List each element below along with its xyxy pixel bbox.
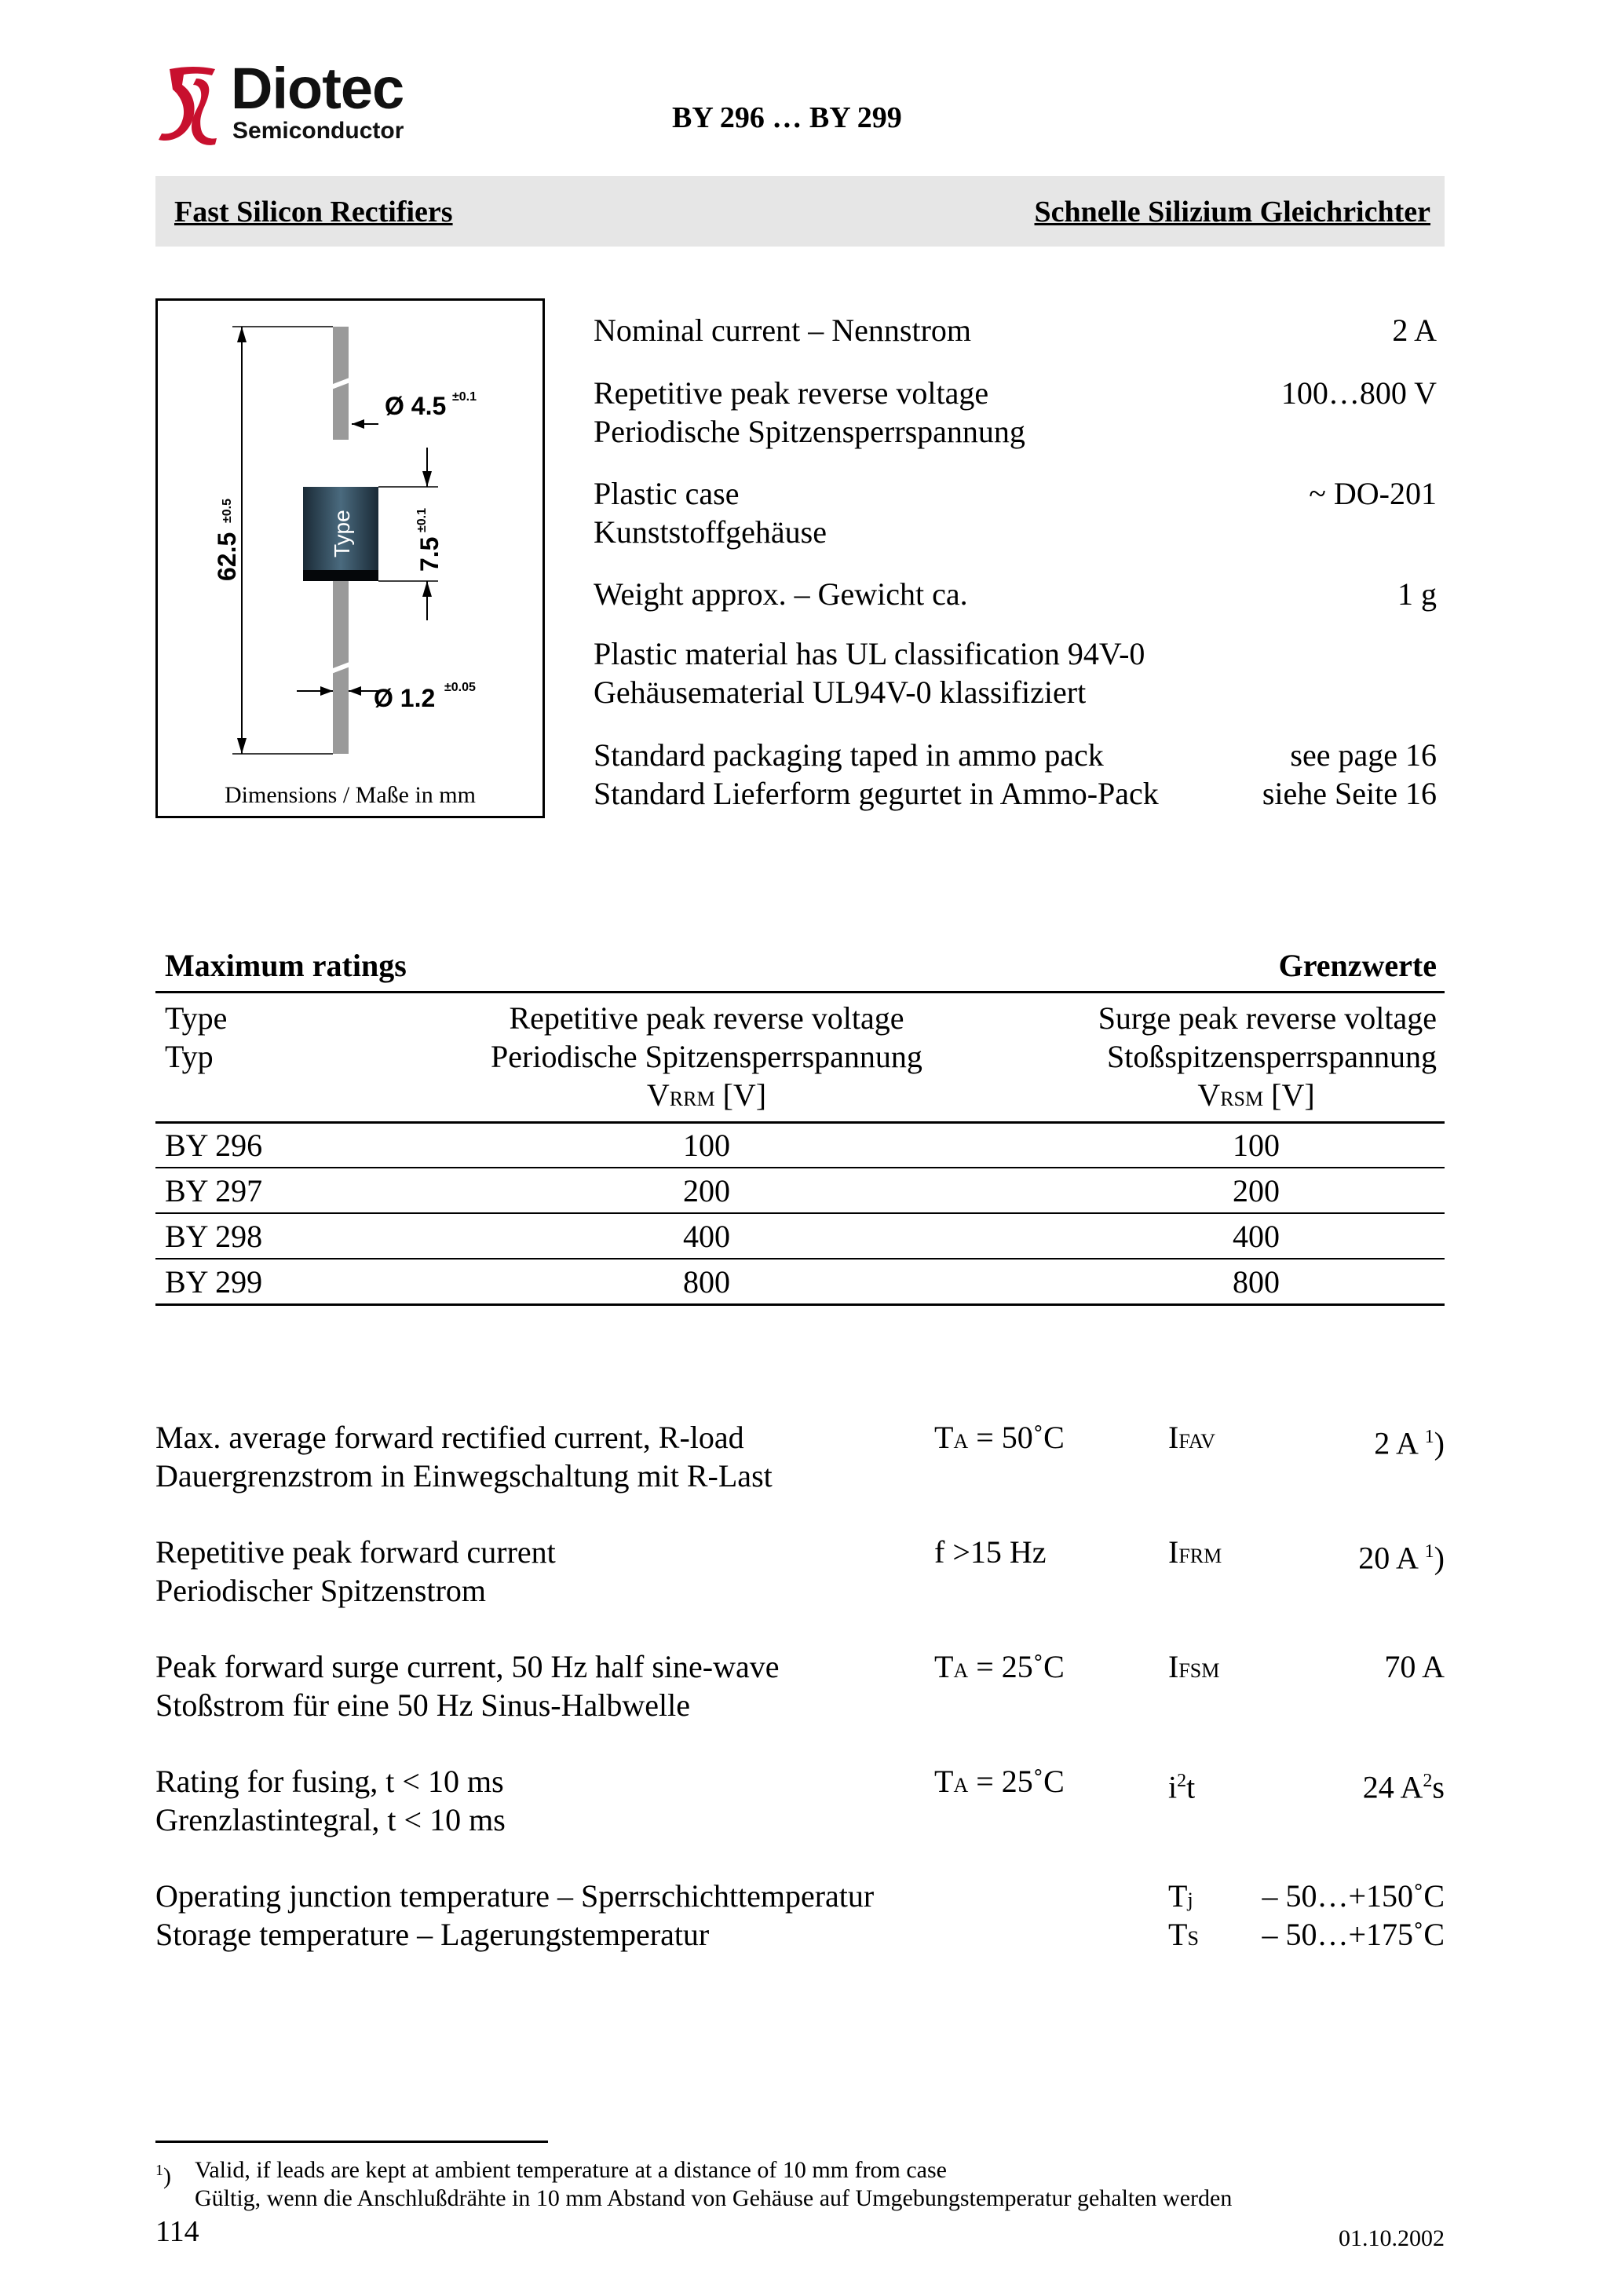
table-row-type: BY 297 [165,1173,263,1208]
temp-operating-symbol: Tj [1168,1878,1193,1914]
spec-1-label: Nominal current – Nennstrom [594,313,971,348]
param-3-label-de: Stoßstrom für eine 50 Hz Sinus-Halbwelle [155,1687,690,1723]
param-3-value: 70 A [1384,1649,1445,1684]
param-2-label-de: Periodischer Spitzenstrom [155,1573,487,1608]
dim-total-length: 62.5 [213,532,241,581]
param-4-label-de: Grenzlastintegral, t < 10 ms [155,1802,506,1837]
col-vrrm-header-de: Periodische Spitzensperrspannung [491,1039,922,1074]
diode-drawing [155,298,545,785]
temp-operating-label: Operating junction temperature – Sperrschichttemperatur [155,1878,875,1914]
table-row-rule [155,1212,1445,1214]
max-ratings-title: Maximum ratings [165,948,407,983]
table-row-vrrm: 800 [683,1264,730,1300]
table-row-vrsm: 800 [1233,1264,1280,1300]
spec-6-value-de: siehe Seite 16 [1262,776,1437,811]
table-rule-header [155,1121,1445,1124]
table-row-rule [155,1167,1445,1168]
dim-lead-diameter: Ø 1.2 [374,684,436,712]
spec-4-value: 1 g [1397,576,1437,612]
spec-5-label-de: Gehäusematerial UL94V-0 klassifiziert [594,675,1087,710]
spec-6-value: see page 16 [1290,737,1437,773]
dim-case-length-tol: ±0.1 [415,507,429,532]
param-1-condition: TA = 50˚C [934,1420,1065,1455]
max-ratings-title-de: Grenzwerte [1278,948,1437,983]
col-type-header-de: Typ [165,1039,214,1074]
spec-6-label: Standard packaging taped in ammo pack [594,737,1104,773]
spec-3-label: Plastic case [594,476,740,511]
table-row-type: BY 299 [165,1264,263,1300]
dim-total-length-tol: ±0.5 [221,498,234,523]
table-row-vrrm: 100 [683,1128,730,1163]
table-row-rule [155,1258,1445,1260]
param-2-label: Repetitive peak forward current [155,1534,556,1570]
col-vrsm-header-de: Stoßspitzensperrspannung [1107,1039,1437,1074]
dim-case-diameter-tol: ±0.1 [452,390,477,404]
param-4-label: Rating for fusing, t < 10 ms [155,1764,504,1799]
param-1-label: Max. average forward rectified current, R-load [155,1420,744,1455]
param-2-symbol: IFRM [1168,1534,1222,1570]
dim-case-length: 7.5 [415,536,444,572]
footnote-mark: $^1$) [155,2162,171,2189]
spec-3-label-de: Kunststoffgehäuse [594,514,827,550]
param-3-symbol: IFSM [1168,1649,1220,1684]
revision-date: 01.10.2002 [1339,2225,1445,2251]
spec-2-value: 100…800 V [1280,375,1437,411]
body-type-label: Type [330,510,354,558]
footnote-rule [155,2141,548,2143]
table-row-vrsm: 200 [1233,1173,1280,1208]
temp-storage-symbol: TS [1168,1917,1199,1952]
param-1-label-de: Dauergrenzstrom in Einwegschaltung mit R-Last [155,1458,773,1493]
param-4-symbol: $i^2t$ [1168,1769,1196,1805]
param-2-condition: f >15 Hz [934,1534,1047,1570]
table-rule-bottom [155,1303,1445,1306]
param-4-value: 24 $A^2s$ [1362,1769,1445,1805]
title-german: Schnelle Silizium Gleichrichter [1034,196,1430,229]
diotec-logo [154,56,452,148]
param-2-value: 20 A $^1$) [1358,1540,1445,1576]
dim-lead-diameter-tol: ±0.05 [444,681,476,694]
param-1-symbol: IFAV [1168,1420,1216,1455]
footnote-line-1: Valid, if leads are kept at ambient temperature at a distance of 10 mm from case [195,2157,947,2183]
table-row-type: BY 296 [165,1128,263,1163]
col-vrrm-symbol: VRRM [V] [646,1077,767,1113]
document-title: BY 296 … BY 299 [672,101,902,134]
col-vrsm-symbol: VRSM [V] [1197,1077,1315,1113]
table-row-vrrm: 400 [683,1219,730,1254]
table-row-vrsm: 400 [1233,1219,1280,1254]
param-4-condition: TA = 25˚C [934,1764,1065,1799]
spec-3-value: ~ DO-201 [1309,476,1437,511]
table-row-vrsm: 100 [1233,1128,1280,1163]
title-english: Fast Silicon Rectifiers [174,196,453,229]
col-type-header: Type [165,1000,228,1036]
temp-storage-label: Storage temperature – Lagerungstemperatur [155,1917,710,1952]
temp-storage-value: – 50…+175˚C [1262,1917,1445,1952]
table-row-vrrm: 200 [683,1173,730,1208]
footnote-line-2: Gültig, wenn die Anschlußdrähte in 10 mm Abstand von Gehäuse auf Umgebungstemperatur gehalten werden [195,2185,1233,2211]
diotec-logo-mark-icon [154,61,229,148]
page-number: 114 [155,2215,199,2248]
table-row-type: BY 298 [165,1219,263,1254]
param-3-condition: TA = 25˚C [934,1649,1065,1684]
spec-1-value: 2 A [1392,313,1437,348]
brand-subtitle: Semiconductor [232,118,404,144]
param-3-label: Peak forward surge current, 50 Hz half sine-wave [155,1649,780,1684]
col-vrsm-header: Surge peak reverse voltage [1098,1000,1437,1036]
table-rule-top [155,991,1445,993]
spec-4-label: Weight approx. – Gewicht ca. [594,576,968,612]
spec-2-label: Repetitive peak reverse voltage [594,375,989,411]
dim-case-diameter: Ø 4.5 [385,392,447,420]
spec-2-label-de: Periodische Spitzensperrspannung [594,414,1025,449]
temp-operating-value: – 50…+150˚C [1262,1878,1445,1914]
brand-name: Diotec [231,56,404,121]
figure-caption: Dimensions / Maße in mm [225,782,476,808]
spec-6-label-de: Standard Lieferform gegurtet in Ammo-Pack [594,776,1159,811]
spec-5-label: Plastic material has UL classification 94V-0 [594,636,1145,671]
param-1-value: 2 A $^1$) [1374,1425,1445,1461]
col-vrrm-header: Repetitive peak reverse voltage [509,1000,904,1036]
